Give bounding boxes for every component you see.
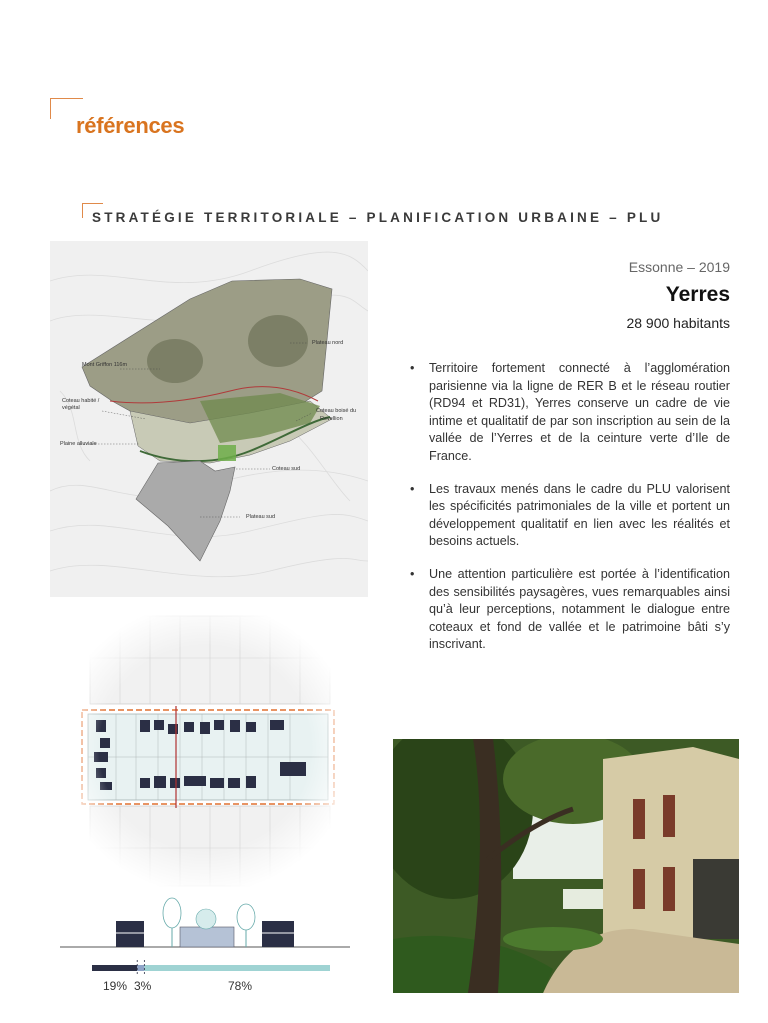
- section-drawing: [60, 895, 350, 953]
- bar-segment-1: [137, 965, 144, 971]
- section-subtitle: STRATÉGIE TERRITORIALE – PLANIFICATION URBAINE – PLU: [92, 210, 664, 225]
- bar-segment-0: [92, 965, 137, 971]
- project-meta: [626, 259, 730, 331]
- label-mont-griffon: Mont Griffon 116m: [82, 362, 128, 368]
- label-coteau-boise-2: Revellion: [320, 416, 343, 422]
- green-square: [218, 445, 236, 461]
- block-plan-drawing: [60, 608, 350, 888]
- list-item: • Territoire fortement connecté à l’agglomération parisienne via la ligne de RER B et le réseau routier (RD94 et RD31), Yerres conserve un cadre de vie intime et qualitatif de par son inscription au sein de la vallée de l’Yerres et de la ceinture verte d’Ile de France.: [410, 361, 730, 463]
- density-bar: [92, 960, 332, 976]
- villa-garden-photo: [393, 739, 739, 993]
- bar-segment-2: [144, 965, 330, 971]
- label-coteau-habite-2: végétal: [62, 405, 80, 411]
- list-item: • Les travaux menés dans le cadre du PLU valorisent les spécificités patrimoniales de la ville et portent un développement qualitatif en lien avec les réalités et besoins actuels.: [410, 481, 730, 549]
- south-territory: [136, 461, 235, 561]
- urban-block-plan: [60, 608, 350, 888]
- description-list: [408, 360, 730, 669]
- label-coteau-boise: Coteau boisé du: [316, 408, 357, 414]
- label-coteau-sud: Coteau sud: [272, 466, 301, 472]
- pct-label-built: 19%: [103, 979, 128, 993]
- label-plateau-nord: Plateau nord: [312, 340, 344, 346]
- label-coteau-habite: Coteau habité /: [62, 398, 100, 404]
- label-plaine: Plaine alluviale: [60, 441, 97, 447]
- population: 28 900 habitants: [626, 315, 730, 331]
- territorial-map: [50, 241, 368, 597]
- label-plateau-sud: Plateau sud: [246, 514, 276, 520]
- location-date: Essonne – 2019: [628, 259, 730, 275]
- pct-label-road: 3%: [134, 979, 152, 993]
- pct-label-green: 78%: [228, 979, 253, 993]
- street-section: [60, 895, 350, 953]
- city-name: Yerres: [665, 283, 730, 306]
- list-item: • Une attention particulière est portée à l’identification des sensibilités paysagères, vues remarquables ainsi qu’à leur perceptions, notamment le dialogue entre coteaux et fond de vallée et le patrimoine bâti s’y inscrivant.: [410, 566, 730, 652]
- page-title: références: [76, 113, 185, 138]
- photo-illustration: [393, 739, 739, 993]
